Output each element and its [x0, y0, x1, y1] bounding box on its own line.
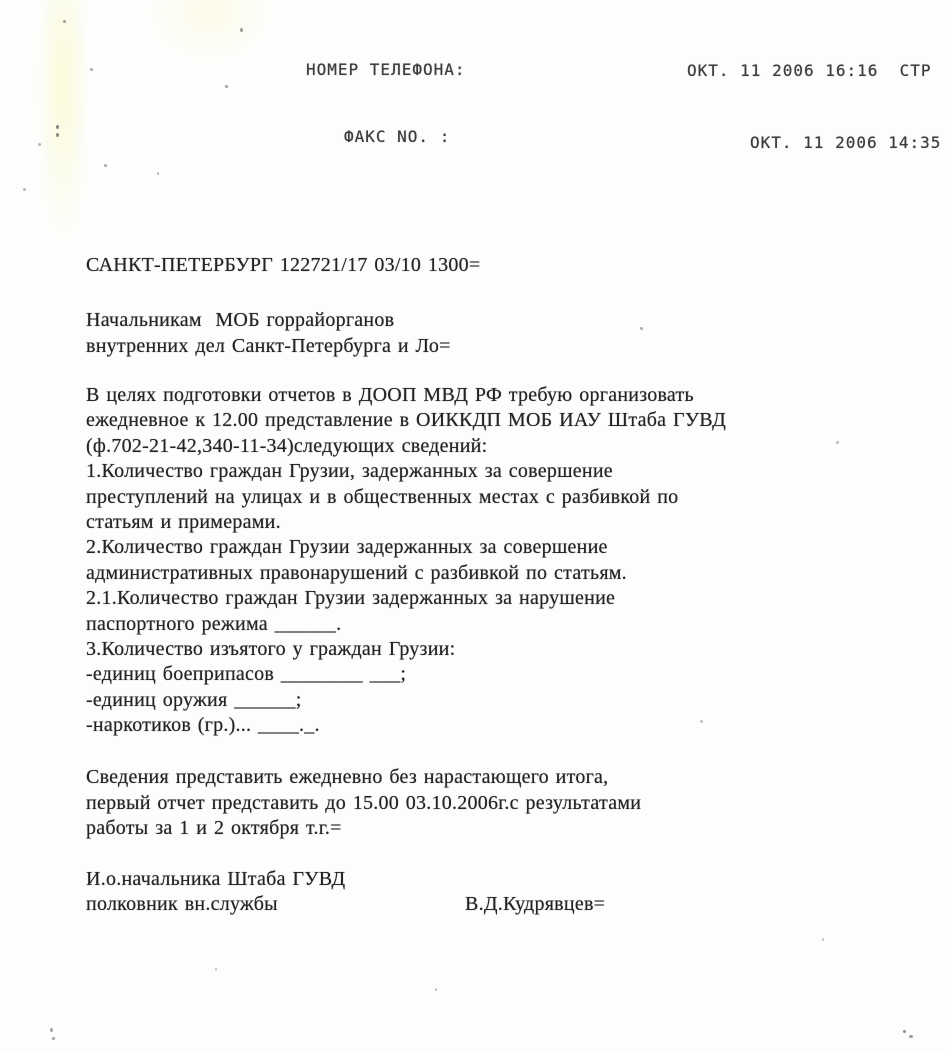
- reference-line: САНКТ-ПЕТЕРБУРГ 122721/17 03/10 1300=: [86, 254, 481, 276]
- scan-tint: [38, 0, 88, 240]
- closing-line: работы за 1 и 2 октября т.г.=: [86, 817, 342, 840]
- directive-block: [86, 383, 826, 739]
- addressee-block: [86, 307, 826, 359]
- scan-speckle: [240, 28, 243, 32]
- closing-line: первый отчет представить до 15.00 03.10.2006г.с результатами: [86, 791, 642, 814]
- scan-tint: [150, 0, 270, 60]
- item2-1-line: 2.1.Количество граждан Грузии задержанных за нарушение: [86, 587, 616, 610]
- scan-speckle: [63, 20, 66, 23]
- scan-speckle: [157, 172, 159, 175]
- item3-line: 3.Количество изъятого у граждан Грузии:: [86, 638, 456, 661]
- addressee-line: Начальникам МОБ горрайорганов: [86, 309, 395, 331]
- intro-line: В целях подготовки отчетов в ДООП МВД РФ требую организовать: [86, 384, 694, 406]
- scan-speckle: [56, 125, 59, 129]
- scan-speckle: [50, 1028, 53, 1032]
- item3-line: -единиц оружия ______;: [86, 688, 302, 711]
- scan-speckle: [23, 188, 26, 191]
- scan-speckle: [38, 143, 41, 146]
- signer-rank-row: [86, 892, 826, 917]
- item3-line: -наркотиков (гр.)... ____._.: [86, 714, 320, 737]
- item1-line: 1.Количество граждан Грузии, задержанных за совершение: [86, 460, 613, 483]
- fax-phone-label: НОМЕР ТЕЛЕФОНА:: [306, 60, 466, 79]
- scan-speckle: [903, 1030, 906, 1033]
- scan-speckle: [822, 938, 824, 941]
- closing-block: [86, 765, 826, 841]
- scan-speckle: [435, 988, 437, 991]
- item2-1-line: паспортного режима ______.: [86, 612, 342, 635]
- scan-speckle: [90, 68, 93, 71]
- item1-line: преступлений на улицах и в общественных местах с разбивкой по: [86, 485, 679, 508]
- scan-speckle: [836, 441, 839, 444]
- item1-line: статьям и примерами.: [86, 511, 281, 534]
- signer-position-line: И.о.начальника Штаба ГУВД: [86, 867, 346, 890]
- scan-speckle: [909, 1035, 913, 1038]
- fax-timestamp-top: ОКТ. 11 2006 16:16 СТР: [687, 61, 932, 80]
- scan-speckle: [56, 133, 59, 137]
- item3-line: -единиц боеприпасов ________ ___;: [86, 663, 407, 686]
- closing-line: Сведения представить ежедневно без нарастающего итога,: [86, 766, 609, 789]
- addressee-line: внутренних дел Санкт-Петербурга и Ло=: [86, 335, 451, 357]
- fax-number-label: ФАКС NO. :: [344, 127, 451, 146]
- intro-line: ежедневное к 12.00 представление в ОИККДП МОБ ИАУ Штаба ГУВД: [86, 409, 726, 432]
- intro-line: (ф.702-21-42,340-11-34)следующих сведений:: [86, 434, 488, 457]
- signature-block: [86, 867, 826, 918]
- document-body: [86, 252, 826, 917]
- signer-rank: полковник вн.службы: [86, 892, 278, 915]
- scan-speckle: [104, 164, 107, 167]
- scan-speckle: [225, 85, 228, 88]
- scan-speckle: [52, 1037, 55, 1040]
- item2-line: административных правонарушений с разбивкой по статьям.: [86, 561, 627, 584]
- item2-line: 2.Количество граждан Грузии задержанных за совершение: [86, 536, 608, 559]
- scan-speckle: [215, 968, 217, 971]
- fax-timestamp-bottom: ОКТ. 11 2006 14:35: [750, 133, 942, 152]
- signer-name: В.Д.Кудрявцев=: [465, 892, 606, 915]
